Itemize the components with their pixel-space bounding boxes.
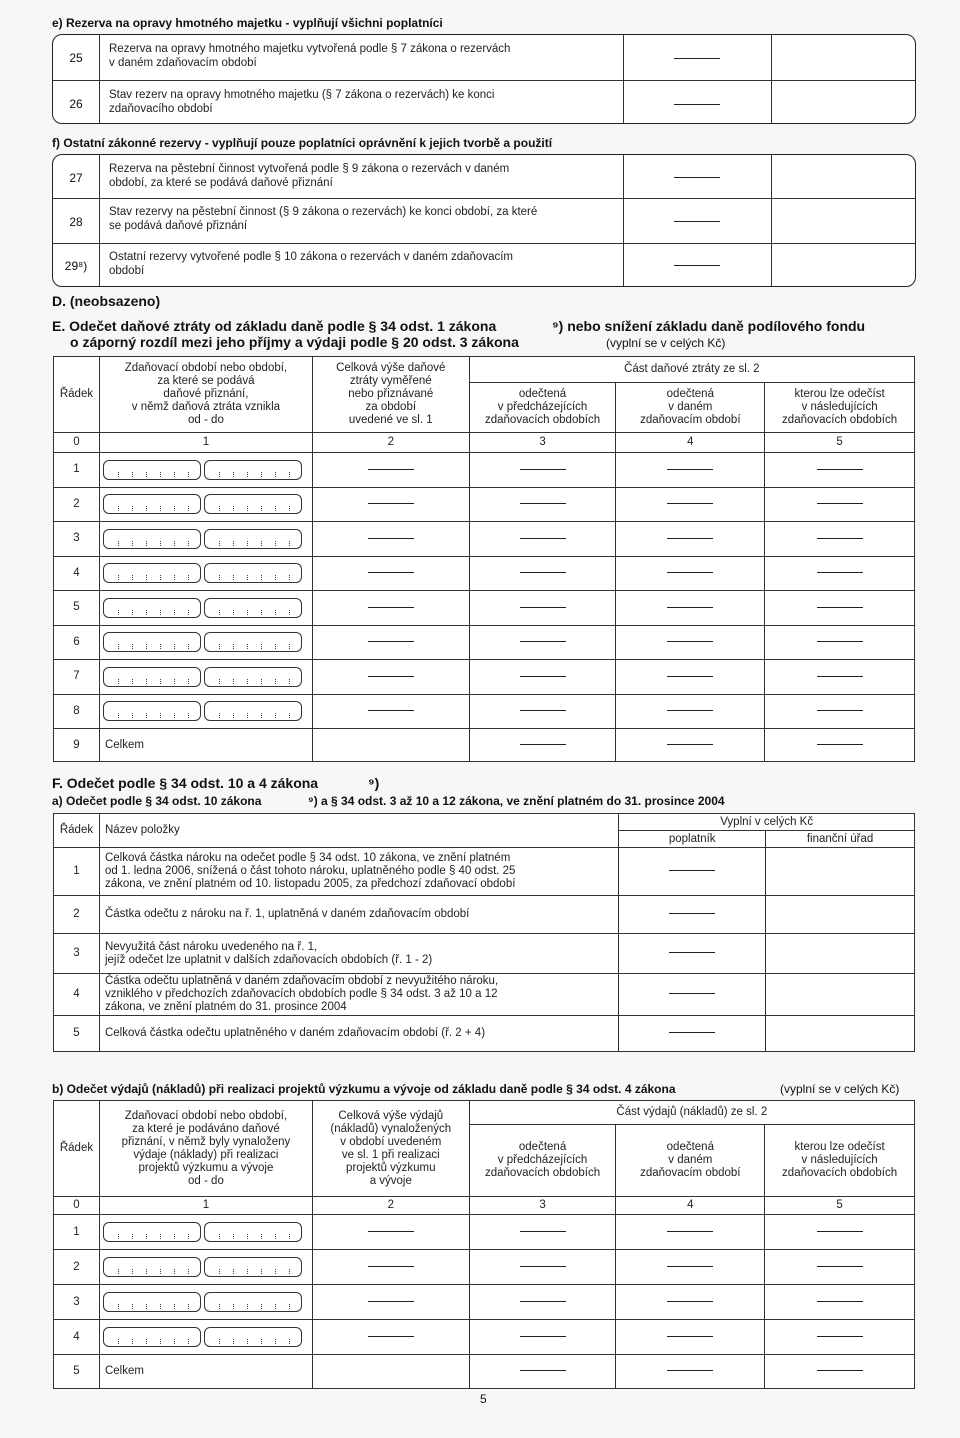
amount-field[interactable]: [667, 607, 713, 608]
amount-field[interactable]: [669, 993, 715, 994]
row-number: 7: [54, 660, 100, 695]
office-field: [766, 896, 915, 934]
page-number: 5: [480, 1392, 487, 1406]
table-row: [54, 1285, 915, 1320]
amount-field[interactable]: [520, 1336, 566, 1337]
table-row: [54, 974, 915, 1016]
col-header-5: kterou lze odečíst v následujících zdaňovacích obdobích: [765, 1125, 915, 1197]
amount-field[interactable]: [368, 1266, 414, 1267]
amount-field[interactable]: [368, 1231, 414, 1232]
table-row: [54, 896, 915, 934]
row-number: 3: [54, 934, 100, 974]
row-number: 5: [54, 1355, 100, 1389]
section-f-subsection-a: a) Odečet podle § 34 odst. 10 zákona: [52, 794, 262, 808]
section-f-reserves-box: [52, 154, 916, 287]
office-field: [766, 934, 915, 974]
amount-field[interactable]: [817, 676, 863, 677]
table-row: [54, 1250, 915, 1285]
date-field[interactable]: [204, 1327, 302, 1347]
table-row: [54, 453, 915, 488]
item-label: Částka odečtu uplatněná v daném zdaňovacím období z nevyužitého nároku, vzniklého v předchozích zdaňovacích obdobích podle § 34 odst. 3 až 10 a 12 zákona, ve znění platném do 31. prosince 2004: [99, 974, 618, 1016]
col-header-total-costs: Celková výše výdajů (nákladů) vynaložených v období uvedeném ve sl. 1 při realizaci projektů výzkumu a vývoje: [312, 1101, 469, 1197]
date-field[interactable]: [204, 460, 302, 480]
col-header-3: odečtená v předcházejících zdaňovacích obdobích: [469, 1125, 616, 1197]
column-number-row: 0 1 2 3 4 5: [54, 433, 915, 453]
date-field[interactable]: [204, 667, 302, 687]
amount-field[interactable]: [520, 710, 566, 711]
column-number-row: 0 1 2 3 4 5: [54, 1197, 915, 1215]
col-header-3: odečtená v předcházejících zdaňovacích obdobích: [469, 383, 616, 433]
office-field: [766, 1016, 915, 1052]
date-field[interactable]: [204, 529, 302, 549]
amount-field[interactable]: [669, 913, 715, 914]
amount-field[interactable]: [520, 1370, 566, 1371]
col-header-radek: Řádek: [54, 814, 100, 848]
row-label-line: Rezerva na pěstební činnost vytvořená podle § 9 zákona o rezervách v daném: [109, 163, 510, 175]
section-e-reserve-box: [52, 34, 916, 124]
section-f-reserves-header: f) Ostatní zákonné rezervy - vyplňují pouze poplatníci oprávnění k jejich tvorbě a použití: [52, 136, 553, 150]
amount-field[interactable]: [667, 676, 713, 677]
section-f-subsection-b: b) Odečet výdajů (nákladů) při realizaci projektů výzkumu a vývoje od základu daně podle § 34 odst. 4 zákona: [52, 1082, 676, 1096]
item-label: Částka odečtu z nároku na ř. 1, uplatněná v daném zdaňovacím období: [99, 896, 618, 934]
date-field[interactable]: [204, 1222, 302, 1242]
col-header-4: odečtená v daném zdaňovacím období: [616, 383, 765, 433]
table-row-total: [54, 1355, 915, 1389]
row-number: 5: [54, 1016, 100, 1052]
table-row: [54, 694, 915, 729]
amount-field[interactable]: [520, 503, 566, 504]
amount-field[interactable]: [669, 1032, 715, 1033]
amount-field[interactable]: [817, 538, 863, 539]
table-row: [54, 1320, 915, 1355]
amount-field[interactable]: [667, 1301, 713, 1302]
total-label: Celkem: [99, 729, 312, 762]
date-field[interactable]: [103, 667, 201, 687]
date-field[interactable]: [103, 1327, 201, 1347]
amount-field[interactable]: [520, 469, 566, 470]
col-header-radek: Řádek: [54, 1101, 100, 1197]
amount-field[interactable]: [368, 1301, 414, 1302]
col-header-group: Vyplní v celých Kč: [619, 814, 915, 831]
amount-field[interactable]: [368, 607, 414, 608]
date-field[interactable]: [204, 1292, 302, 1312]
section-f-subsection-a-note: ⁹) a § 34 odst. 3 až 10 a 12 zákona, ve znění platném do 31. prosince 2004: [308, 794, 725, 808]
table-row: [54, 487, 915, 522]
row-number: 1: [54, 848, 100, 896]
section-e-unit-note: (vyplní se v celých Kč): [606, 336, 726, 350]
row-number: 25: [69, 51, 83, 65]
section-d-title: D. (neobsazeno): [52, 293, 161, 309]
amount-field[interactable]: [520, 1231, 566, 1232]
date-field[interactable]: [103, 1257, 201, 1277]
amount-field[interactable]: [667, 641, 713, 642]
amount-field[interactable]: [368, 710, 414, 711]
amount-field[interactable]: [667, 744, 713, 745]
table-row: [54, 1016, 915, 1052]
row-number: 5: [54, 591, 100, 626]
amount-field[interactable]: [667, 538, 713, 539]
amount-field[interactable]: [817, 710, 863, 711]
amount-field[interactable]: [674, 265, 720, 266]
amount-field[interactable]: [817, 1336, 863, 1337]
row-number: 9: [54, 729, 100, 762]
date-field[interactable]: [103, 1292, 201, 1312]
col-header-group: Část daňové ztráty ze sl. 2: [469, 357, 914, 383]
row-number: 3: [54, 1285, 100, 1320]
amount-field[interactable]: [368, 538, 414, 539]
table-row: [54, 1215, 915, 1250]
row-number: 28: [69, 215, 83, 229]
amount-field[interactable]: [667, 1336, 713, 1337]
date-field[interactable]: [103, 598, 201, 618]
amount-field[interactable]: [674, 58, 720, 59]
col-header-radek: Řádek: [54, 357, 100, 433]
item-label: Celková částka nároku na odečet podle § 34 odst. 10 zákona, ve znění platném od 1. ledna 2006, snížená o část tohoto nároku, uplatněného podle § 40 odst. 25 zákona, ve znění platném od 10. listopadu 2005, za předchozí zdaňovací období: [99, 848, 618, 896]
row-number: 1: [54, 453, 100, 488]
amount-field[interactable]: [817, 1370, 863, 1371]
item-label: Celková částka odečtu uplatněného v daném zdaňovacím období (ř. 2 + 4): [99, 1016, 618, 1052]
row-label-line: Rezerva na opravy hmotného majetku vytvořená podle § 7 zákona o rezervách: [109, 43, 511, 55]
date-field[interactable]: [103, 701, 201, 721]
amount-field[interactable]: [368, 676, 414, 677]
date-field[interactable]: [103, 563, 201, 583]
row-number: 1: [54, 1215, 100, 1250]
table-row: [54, 660, 915, 695]
row-label-line: Stav rezervy na pěstební činnost (§ 9 zákona o rezervách) ke konci období, za které: [109, 206, 538, 218]
amount-field[interactable]: [817, 1301, 863, 1302]
table-row-total: [54, 729, 915, 762]
amount-field[interactable]: [817, 572, 863, 573]
col-header-group: Část výdajů (nákladů) ze sl. 2: [469, 1101, 914, 1125]
row-number: 2: [54, 487, 100, 522]
date-field[interactable]: [204, 1257, 302, 1277]
amount-field[interactable]: [817, 469, 863, 470]
date-field[interactable]: [103, 460, 201, 480]
amount-field[interactable]: [674, 221, 720, 222]
table-row: [54, 848, 915, 896]
amount-field[interactable]: [368, 1336, 414, 1337]
row-label-line: Ostatní rezervy vytvořené podle § 10 zákona o rezervách v daném zdaňovacím: [109, 251, 513, 263]
table-row: [54, 625, 915, 660]
row-number: 4: [54, 974, 100, 1016]
office-field: [766, 974, 915, 1016]
row-number: 4: [54, 556, 100, 591]
date-field[interactable]: [204, 598, 302, 618]
amount-field[interactable]: [669, 870, 715, 871]
date-field[interactable]: [103, 494, 201, 514]
section-f-title: F. Odečet podle § 34 odst. 10 a 4 zákona: [52, 775, 319, 791]
amount-field[interactable]: [817, 641, 863, 642]
office-field: [766, 848, 915, 896]
col-header-payer: poplatník: [619, 831, 766, 848]
amount-field[interactable]: [520, 1266, 566, 1267]
date-field[interactable]: [103, 1222, 201, 1242]
rnd-deduction-table: [53, 1100, 915, 1389]
row-label-line: Stav rezerv na opravy hmotného majetku (§ 7 zákona o rezervách) ke konci: [109, 89, 495, 101]
amount-field[interactable]: [520, 641, 566, 642]
section-e-title-note: ⁹) nebo snížení základu daně podílového fondu: [552, 318, 866, 334]
col-header-period: Zdaňovací období nebo období, za které je podáváno daňové přiznání, v němž byly vynaloženy výdaje (náklady) při realizaci projektů výzkumu a vývoje od - do: [99, 1101, 312, 1197]
amount-field[interactable]: [667, 710, 713, 711]
row-label-line: období: [109, 265, 145, 277]
table-row: [54, 591, 915, 626]
table-row: [54, 522, 915, 557]
amount-field[interactable]: [368, 572, 414, 573]
row-number: 6: [54, 625, 100, 660]
amount-field[interactable]: [667, 503, 713, 504]
table-row: [54, 556, 915, 591]
amount-field[interactable]: [520, 1301, 566, 1302]
row-number: 2: [54, 896, 100, 934]
section-e-subtitle: o záporný rozdíl mezi jeho příjmy a výdaji podle § 20 odst. 3 zákona: [70, 334, 519, 350]
date-field[interactable]: [204, 494, 302, 514]
col-header-5: kterou lze odečíst v následujících zdaňovacích obdobích: [765, 383, 915, 433]
col-header-total-loss: Celková výše daňové ztráty vyměřené nebo přiznávané za období uvedené ve sl. 1: [312, 357, 469, 433]
amount-field[interactable]: [817, 744, 863, 745]
section-e-title: E. Odečet daňové ztráty od základu daně podle § 34 odst. 1 zákona: [52, 318, 497, 334]
amount-field[interactable]: [817, 1266, 863, 1267]
loss-deduction-table: [53, 356, 915, 762]
amount-field[interactable]: [520, 538, 566, 539]
amount-field[interactable]: [368, 469, 414, 470]
row-number: 4: [54, 1320, 100, 1355]
amount-field[interactable]: [817, 1231, 863, 1232]
row-label-line: období, za které se podává daňové přiznání: [109, 177, 333, 189]
amount-field[interactable]: [674, 104, 720, 105]
row-number: 27: [69, 171, 83, 185]
col-header-office: finanční úřad: [766, 831, 915, 848]
amount-field[interactable]: [520, 744, 566, 745]
amount-field[interactable]: [667, 572, 713, 573]
amount-field[interactable]: [674, 177, 720, 178]
row-number: 26: [69, 97, 83, 111]
row-label-line: zdaňovacího období: [109, 103, 213, 115]
date-field[interactable]: [204, 632, 302, 652]
item-label: Nevyužitá část nároku uvedeného na ř. 1, jejíž odečet lze uplatnit v dalších zdaňovacích obdobích (ř. 1 - 2): [99, 934, 618, 974]
deduction-a-table: [53, 813, 915, 1052]
amount-field[interactable]: [667, 1370, 713, 1371]
date-field[interactable]: [204, 563, 302, 583]
date-field[interactable]: [103, 529, 201, 549]
amount-field[interactable]: [368, 503, 414, 504]
total-label: Celkem: [99, 1355, 312, 1389]
section-e-reserve-header: e) Rezerva na opravy hmotného majetku - vyplňují všichni poplatníci: [52, 16, 443, 30]
amount-field[interactable]: [669, 952, 715, 953]
section-f-subsection-b-note: (vyplní se v celých Kč): [780, 1082, 900, 1096]
amount-field[interactable]: [520, 607, 566, 608]
amount-field[interactable]: [368, 641, 414, 642]
row-number: 8: [54, 694, 100, 729]
col-header-item-name: Název položky: [99, 814, 618, 848]
row-number: 3: [54, 522, 100, 557]
amount-field[interactable]: [520, 676, 566, 677]
row-label-line: v daném zdaňovacím období: [109, 57, 257, 69]
amount-field[interactable]: [817, 503, 863, 504]
amount-field[interactable]: [667, 1231, 713, 1232]
row-label-line: se podává daňové přiznání: [109, 220, 248, 232]
row-number: 2: [54, 1250, 100, 1285]
amount-field[interactable]: [817, 607, 863, 608]
date-field[interactable]: [204, 701, 302, 721]
col-header-4: odečtená v daném zdaňovacím období: [616, 1125, 765, 1197]
amount-field[interactable]: [667, 1266, 713, 1267]
section-f-title-note: ⁹): [368, 775, 380, 791]
amount-field[interactable]: [667, 469, 713, 470]
amount-field[interactable]: [520, 572, 566, 573]
row-number: 29⁸): [64, 259, 88, 273]
date-field[interactable]: [103, 632, 201, 652]
col-header-period: Zdaňovací období nebo období, za které se podává daňové přiznání, v němž daňová ztráta vznikla od - do: [99, 357, 312, 433]
table-row: [54, 934, 915, 974]
